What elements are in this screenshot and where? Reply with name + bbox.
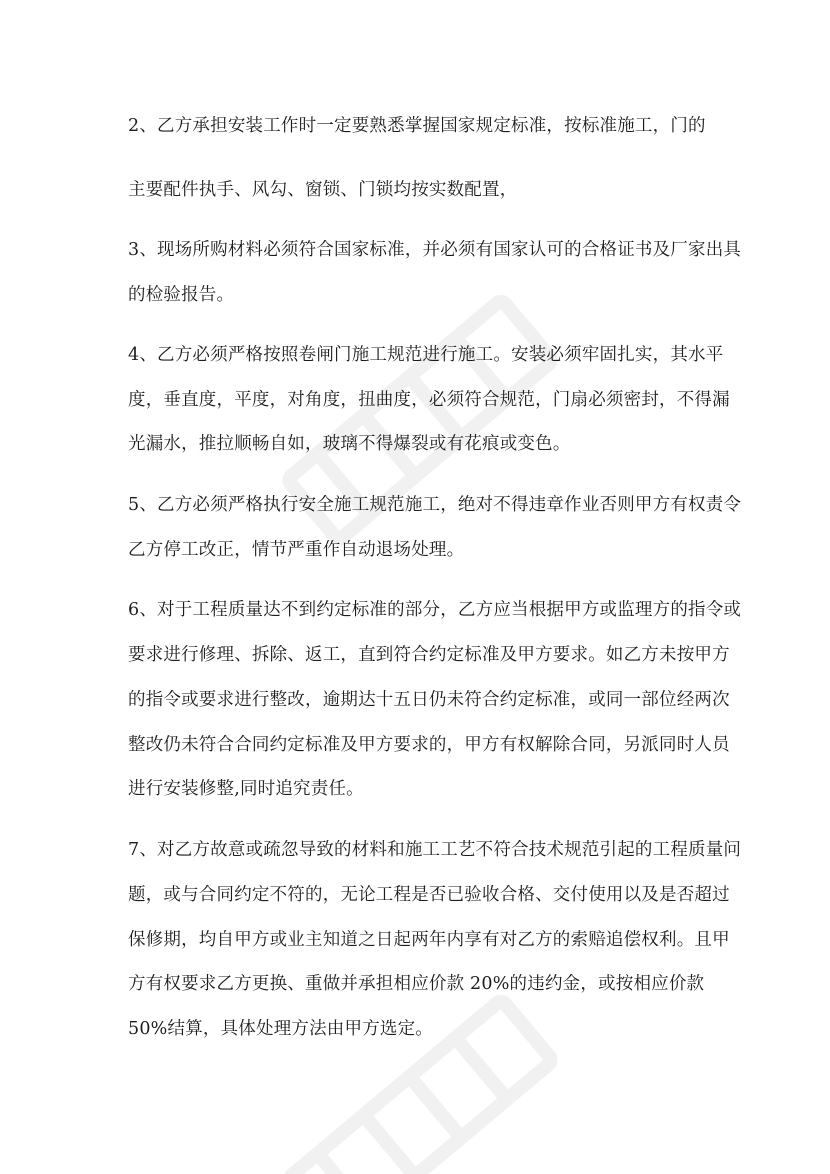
text-line: 光漏水，推拉顺畅自如，玻璃不得爆裂或有花痕或变色。 — [128, 434, 571, 454]
text-line: 4、乙方必须严格按照卷闸门施工规范进行施工。安装必须牢固扎实，其水平 — [128, 345, 724, 365]
text-line: 主要配件执手、风勾、窗锁、门锁均按实数配置， — [128, 180, 518, 200]
text-line: 方有权要求乙方更换、重做并承担相应价款 20%的违约金，或按相应价款 — [128, 974, 705, 994]
text-line: 进行安装修整,同时追究责任。 — [128, 779, 364, 799]
text-line: 的检验报告。 — [128, 285, 235, 305]
text-line: 保修期，均自甲方或业主知道之日起两年内享有对乙方的索赔追偿权利。且甲 — [128, 930, 730, 950]
text-line: 的指令或要求进行整改，逾期达十五日仍未符合约定标准，或同一部位经两次 — [128, 690, 730, 710]
text-line: 6、对于工程质量达不到约定标准的部分，乙方应当根据甲方或监理方的指令或 — [128, 600, 742, 620]
text-line: 度，垂直度，平度，对角度，扭曲度，必须符合规范，门扇必须密封，不得漏 — [128, 390, 730, 410]
text-line: 5、乙方必须严格执行安全施工规范施工，绝对不得违章作业否则甲方有权责令 — [128, 495, 742, 515]
text-line: 50%结算，具体处理方法由甲方选定。 — [128, 1019, 433, 1039]
text-line: 整改仍未符合合同约定标准及甲方要求的，甲方有权解除合同，另派同时人员 — [128, 735, 730, 755]
text-line: 3、现场所购材料必须符合国家标准，并必须有国家认可的合格证书及厂家出具 — [128, 240, 742, 260]
text-line: 7、对乙方故意或疏忽导致的材料和施工工艺不符合技术规范引起的工程质量问 — [128, 840, 742, 860]
text-line: 乙方停工改正，情节严重作自动退场处理。 — [128, 540, 465, 560]
text-line: 2、乙方承担安装工作时一定要熟悉掌握国家规定标准，按标准施工，门的 — [128, 116, 706, 136]
text-line: 题，或与合同约定不符的，无论工程是否已验收合格、交付使用以及是否超过 — [128, 885, 730, 905]
text-line: 要求进行修理、拆除、返工，直到符合约定标准及甲方要求。如乙方未按甲方 — [128, 645, 730, 665]
